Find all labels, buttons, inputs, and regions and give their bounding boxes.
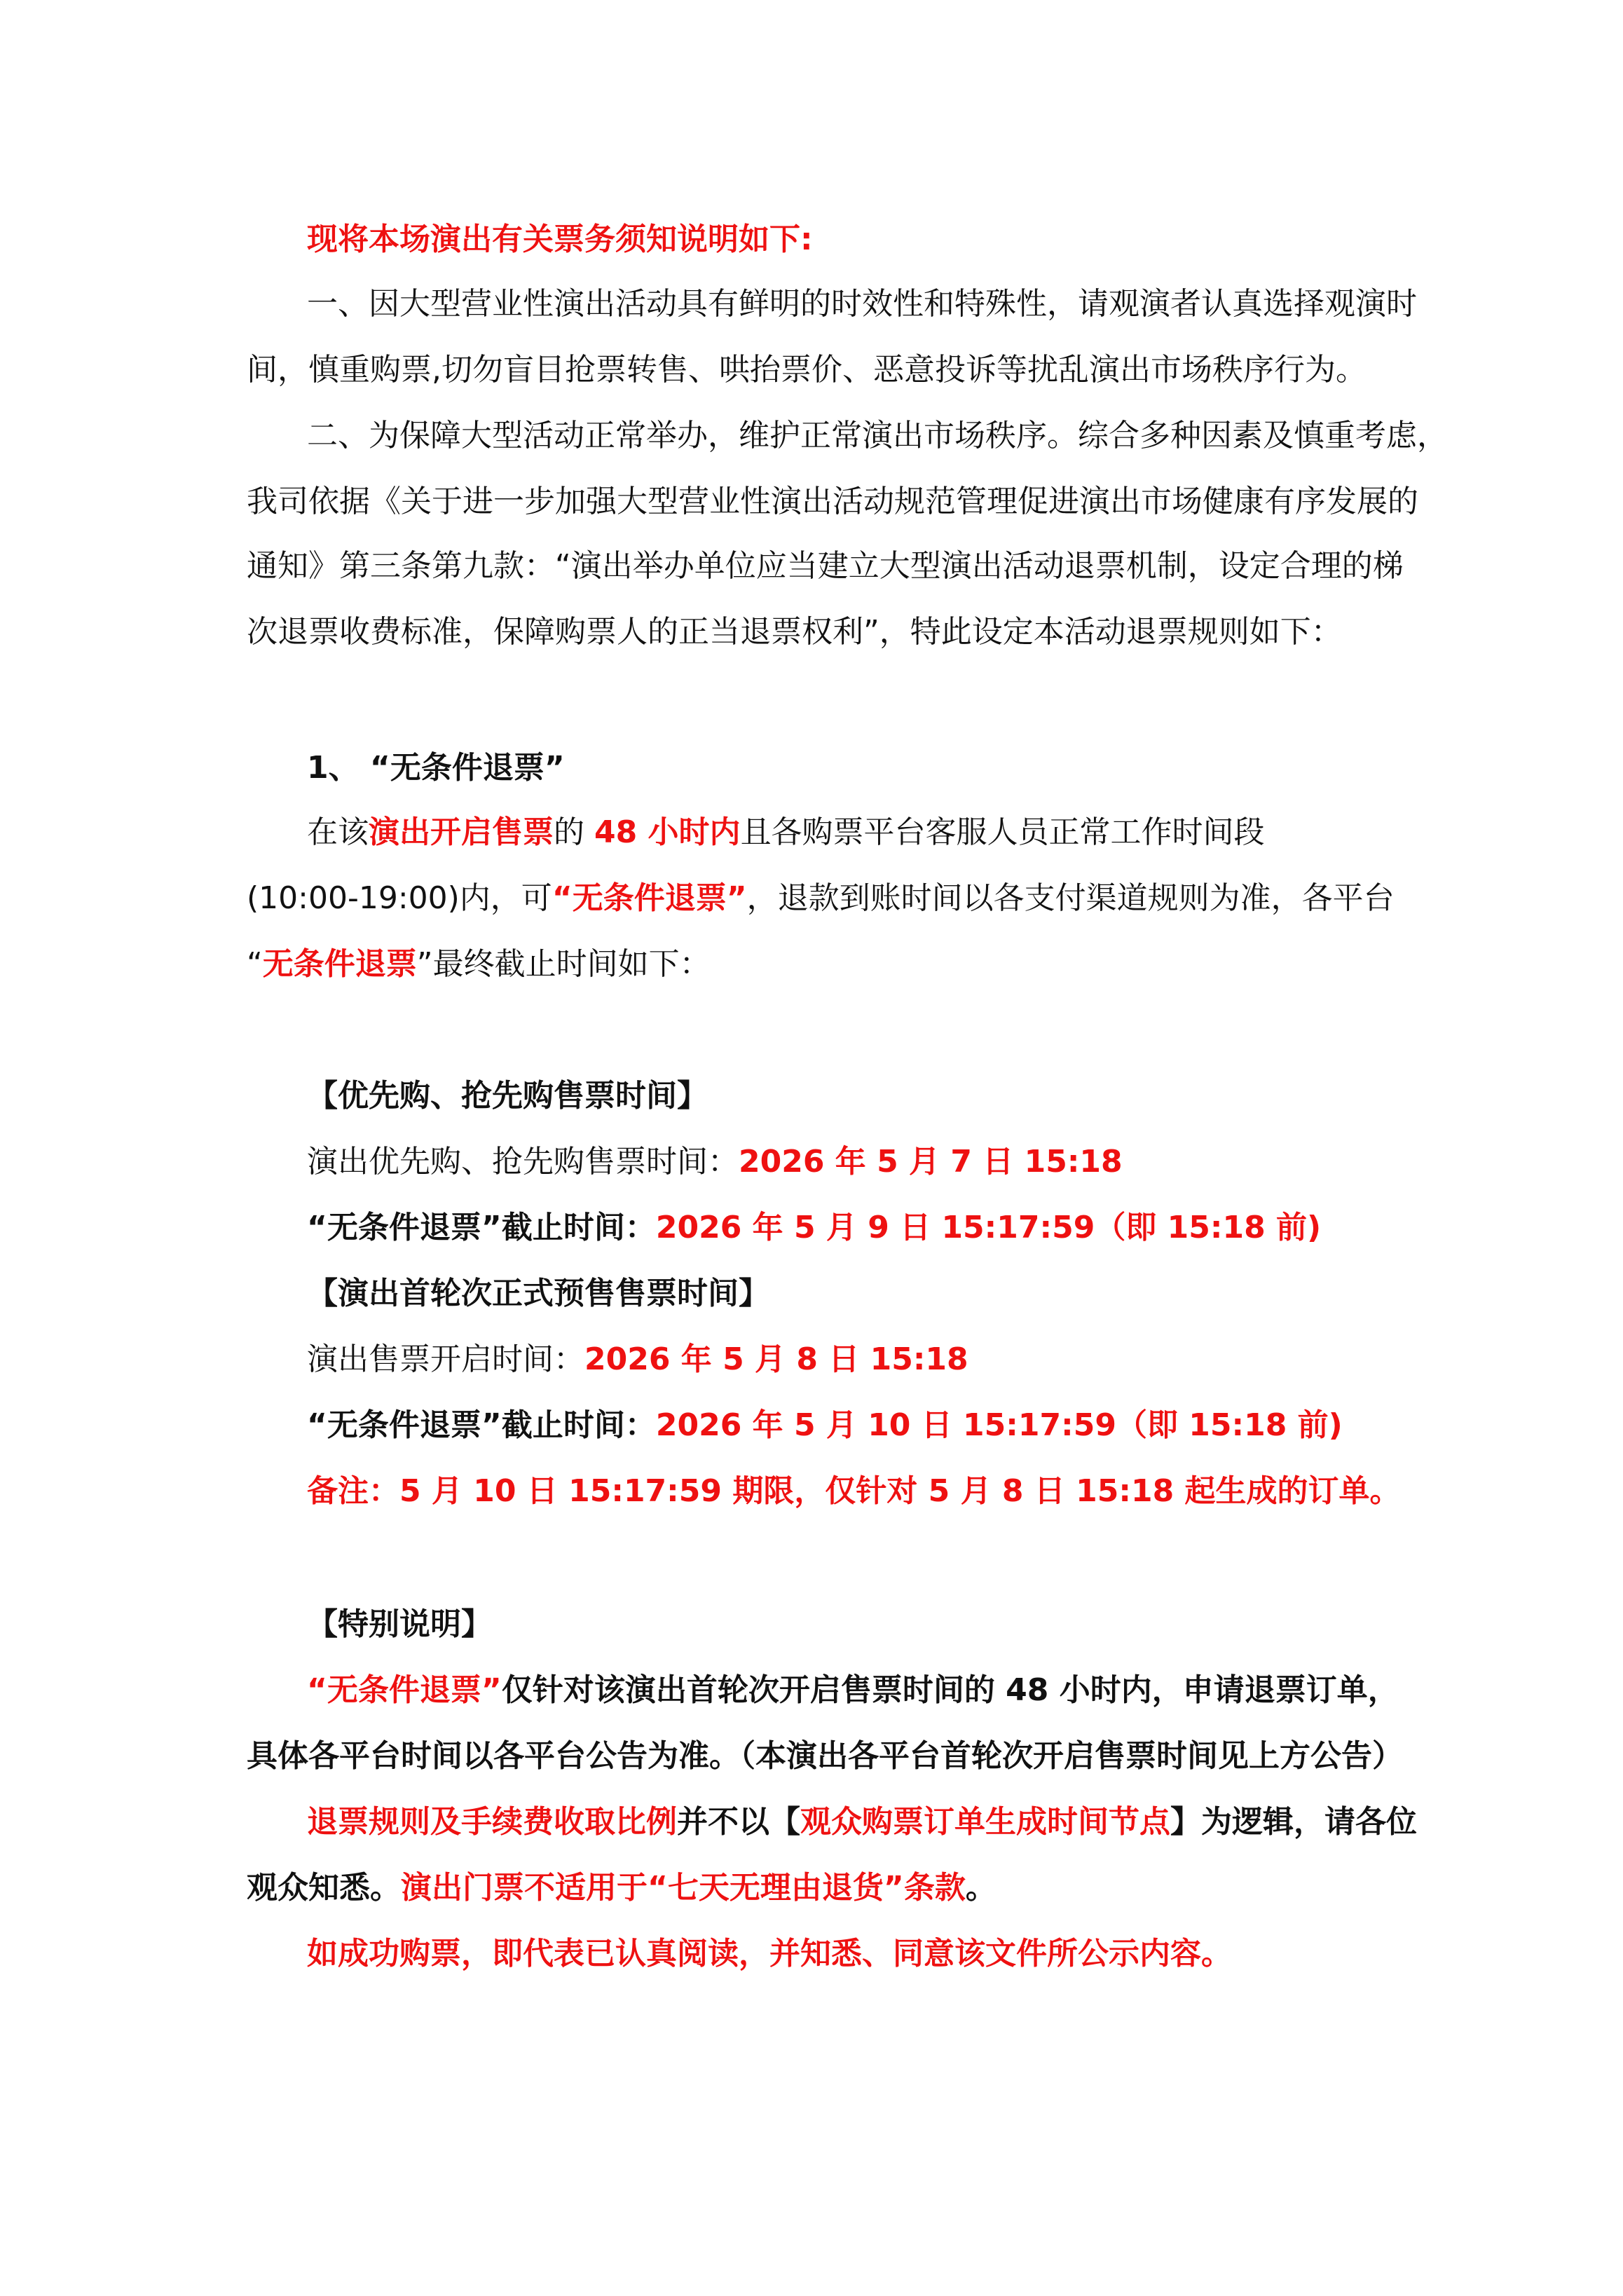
section1-para-line1: [247, 800, 1451, 865]
section1-text: 在该: [307, 814, 369, 850]
official-deadline-row: [247, 1393, 1451, 1458]
section1-highlight-48h: 48 小时内: [594, 814, 741, 850]
intro-para2-line2: 我司依据《关于进一步加强大型营业性演出活动规范管理促进演出市场健康有序发展的: [247, 484, 1418, 519]
official-deadline-value: 2026 年 5 月 10 日 15:17:59（即 15:18 前): [655, 1407, 1343, 1443]
intro-para1-line1: 一、因大型营业性演出活动具有鲜明的时效性和特殊性，请观演者认真选择观演时: [307, 286, 1417, 322]
section1-title: 1、 “无条件退票”: [307, 750, 565, 786]
intro-para2-line4: 次退票收费标准，保障购票人的正当退票权利”，特此设定本活动退票规则如下：: [247, 614, 1342, 650]
presale-time-label: 演出优先购、抢先购售票时间：: [307, 1144, 739, 1180]
section1-highlight-unconditional: “无条件退票”: [552, 880, 747, 916]
official-heading: 【演出首轮次正式预售售票时间】: [307, 1276, 769, 1311]
special-text: 】为逻辑，请各位: [1170, 1804, 1417, 1840]
intro-heading: 现将本场演出有关票务须知说明如下:: [307, 221, 813, 257]
presale-deadline-row: [247, 1196, 1451, 1260]
presale-time-row: [247, 1130, 1451, 1194]
special-p2-line1: [247, 1790, 1451, 1854]
official-time-value: 2026 年 5 月 8 日 15:18: [584, 1341, 968, 1377]
special-text: 。: [965, 1870, 997, 1906]
section1-para-line3: [247, 932, 1390, 997]
intro-para1-line2: 间，慎重购票,切勿盲目抢票转售、哄抬票价、恶意投诉等扰乱演出市场秩序行为。: [247, 352, 1367, 388]
official-time-row: [247, 1327, 1451, 1392]
special-highlight-order-time: 观众购票订单生成时间节点: [800, 1804, 1170, 1840]
special-p1-line2: 具体各平台时间以各平台公告为准。（本演出各平台首轮次开启售票时间见上方公告）: [247, 1738, 1403, 1774]
section1-highlight-unconditional: 无条件退票: [262, 946, 417, 982]
section1-para-line2: [247, 866, 1395, 931]
special-p3: 如成功购票，即代表已认真阅读，并知悉、同意该文件所公示内容。: [307, 1936, 1232, 1972]
official-deadline-label: “无条件退票”截止时间：: [307, 1407, 656, 1443]
special-text: 并不以【: [677, 1804, 800, 1840]
section1-text: (10:00-19:00)内，可: [247, 880, 552, 916]
presale-time-value: 2026 年 5 月 7 日 15:18: [739, 1144, 1123, 1180]
special-highlight-refund-rules: 退票规则及手续费收取比例: [307, 1804, 677, 1840]
special-p2-line2: [247, 1856, 1390, 1920]
special-heading: 【特别说明】: [307, 1606, 492, 1642]
section1-text: 且各购票平台客服人员正常工作时间段: [740, 814, 1265, 850]
intro-para2-line3: 通知》第三条第九款：“演出举办单位应当建立大型演出活动退票机制，设定合理的梯: [247, 548, 1404, 584]
section1-text: ”最终截止时间如下：: [416, 946, 711, 982]
special-text: 仅针对该演出首轮次开启售票时间的 48 小时内，申请退票订单，: [501, 1672, 1399, 1708]
section1-text: ，退款到账时间以各支付渠道规则为准，各平台: [746, 880, 1395, 916]
section1-highlight-open-sale: 演出开启售票: [369, 814, 554, 850]
special-p1-line1: [247, 1658, 1451, 1723]
presale-deadline-value: 2026 年 5 月 9 日 15:17:59（即 15:18 前): [655, 1210, 1322, 1245]
special-text: 观众知悉。: [247, 1870, 401, 1906]
presale-deadline-label: “无条件退票”截止时间：: [307, 1210, 656, 1245]
intro-para2-line1: 二、为保障大型活动正常举办，维护正常演出市场秩序。综合多种因素及慎重考虑，: [307, 418, 1448, 453]
special-highlight-unconditional: “无条件退票”: [307, 1672, 502, 1708]
section1-text: “: [247, 946, 263, 982]
official-time-label: 演出售票开启时间：: [307, 1341, 584, 1377]
special-highlight-seven-days: 演出门票不适用于“七天无理由退货”条款: [401, 1870, 966, 1906]
official-note: 备注：5 月 10 日 15:17:59 期限，仅针对 5 月 8 日 15:18 起生成的订单。: [307, 1473, 1401, 1509]
section1-text: 的: [554, 814, 594, 850]
presale-heading: 【优先购、抢先购售票时间】: [307, 1078, 708, 1114]
